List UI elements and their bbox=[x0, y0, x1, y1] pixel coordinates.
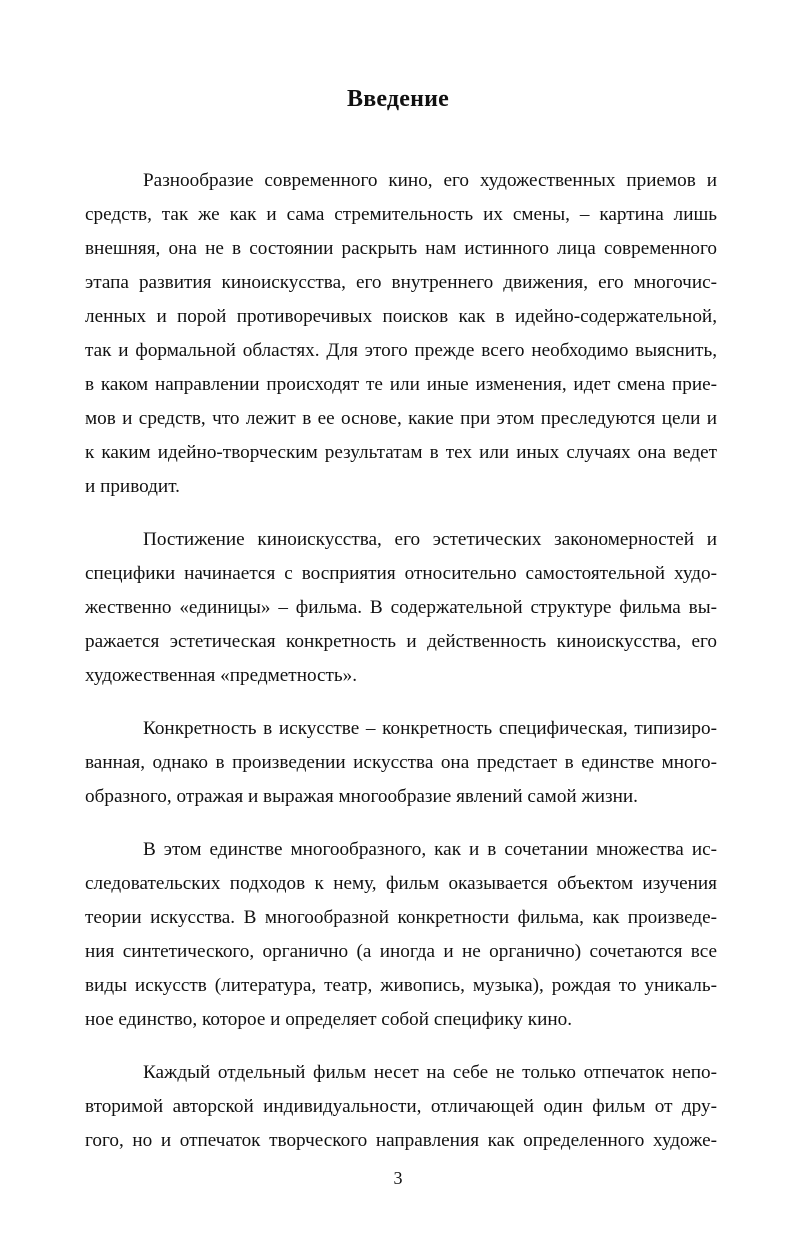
paragraph bbox=[85, 523, 717, 693]
paragraph bbox=[85, 833, 717, 1037]
text-line: образного, отражая и выражая многообразие явлений самой жизни. bbox=[85, 786, 638, 807]
text-line: вторимой авторской индивидуальности, отличающей один фильм от дру- bbox=[85, 1096, 717, 1117]
body-text bbox=[85, 164, 717, 1177]
text-line: ванная, однако в произведении искусства она предстает в единстве много- bbox=[85, 752, 717, 773]
text-line: к каким идейно-творческим результатам в тех или иных случаях она ведет bbox=[85, 442, 717, 463]
text-line: жественно «единицы» – фильма. В содержательной структуре фильма вы- bbox=[85, 597, 717, 618]
page-title: Введение bbox=[346, 86, 449, 112]
text-line: ражается эстетическая конкретность и действенность киноискусства, его bbox=[85, 631, 717, 652]
text-line: мов и средств, что лежит в ее основе, какие при этом преследуются цели и bbox=[85, 408, 717, 429]
text-line: специфики начинается с восприятия относительно самостоятельной худо- bbox=[85, 563, 717, 584]
text-line: Конкретность в искусстве – конкретность специфическая, типизиро- bbox=[143, 718, 717, 739]
text-line: ния синтетического, органично (а иногда и не органично) сочетаются все bbox=[85, 941, 717, 962]
text-line: виды искусств (литература, театр, живопись, музыка), рождая то уникаль- bbox=[85, 975, 717, 996]
text-line: внешняя, она не в состоянии раскрыть нам истинного лица современного bbox=[85, 238, 717, 259]
text-line: ное единство, которое и определяет собой специфику кино. bbox=[85, 1009, 573, 1030]
text-line: средств, так же как и сама стремительность их смены, – картина лишь bbox=[85, 204, 717, 225]
text-line: Каждый отдельный фильм несет на себе не только отпечаток непо- bbox=[143, 1062, 717, 1083]
page-number: 3 bbox=[393, 1168, 403, 1188]
text-line: художественная «предметность». bbox=[85, 665, 358, 686]
text-line: теории искусства. В многообразной конкретности фильма, как произведе- bbox=[85, 907, 717, 928]
text-line: и приводит. bbox=[85, 476, 180, 497]
text-line: В этом единстве многообразного, как и в сочетании множества ис- bbox=[143, 839, 717, 860]
text-line: Постижение киноискусства, его эстетических закономерностей и bbox=[143, 529, 717, 550]
paragraph bbox=[85, 712, 717, 814]
text-line: этапа развития киноискусства, его внутреннего движения, его многочис- bbox=[85, 272, 717, 293]
text-line: следовательских подходов к нему, фильм оказывается объектом изучения bbox=[85, 873, 717, 894]
text-line: гого, но и отпечаток творческого направления как определенного художе- bbox=[85, 1130, 717, 1151]
text-line: в каком направлении происходят те или иные изменения, идет смена прие- bbox=[85, 374, 717, 395]
text-line: Разнообразие современного кино, его художественных приемов и bbox=[143, 170, 717, 191]
text-line: ленных и порой противоречивых поисков как в идейно-содержательной, bbox=[85, 306, 717, 327]
text-line: так и формальной областях. Для этого прежде всего необходимо выяснить, bbox=[85, 340, 717, 361]
paragraph bbox=[85, 1056, 717, 1158]
paragraph bbox=[85, 164, 717, 504]
